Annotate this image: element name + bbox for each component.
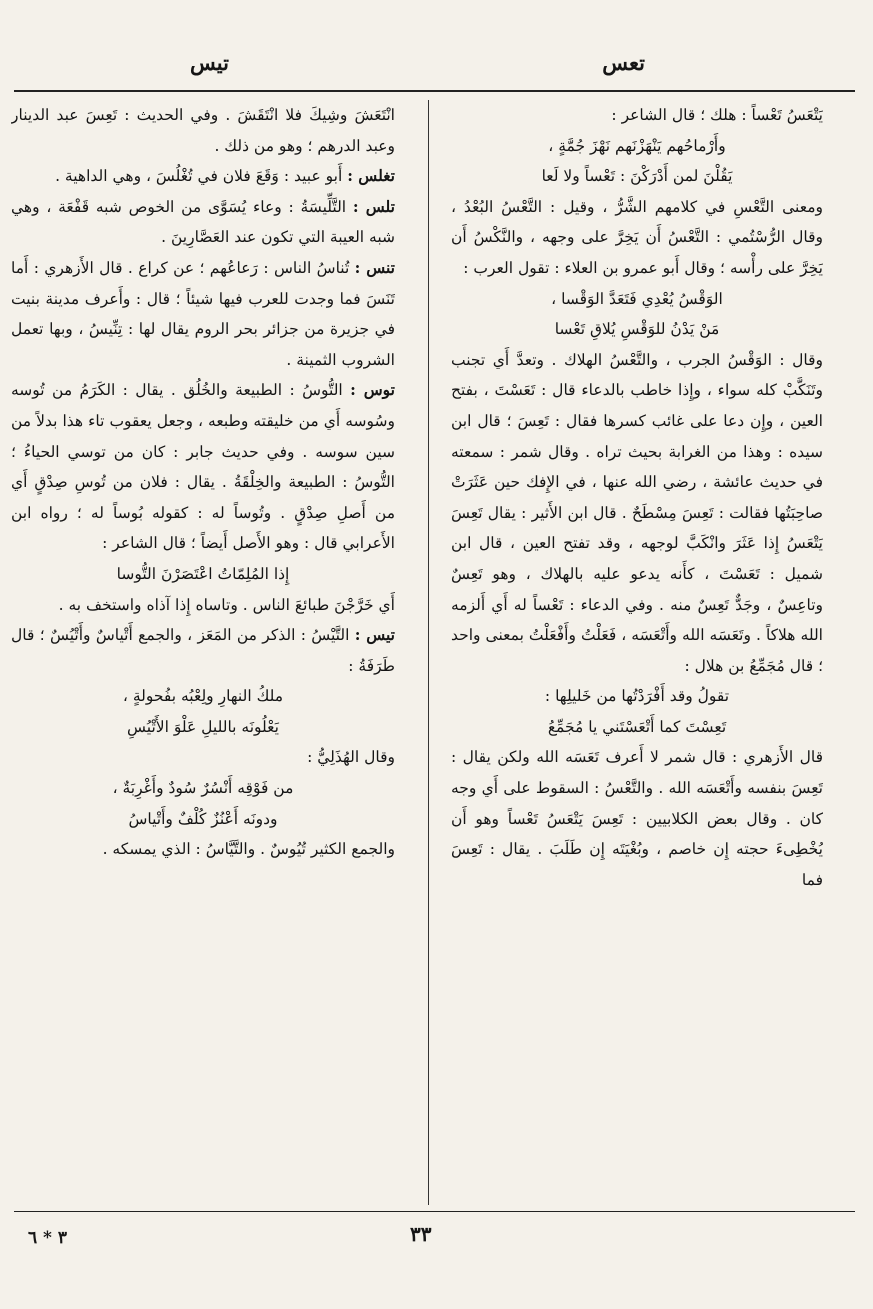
verse-line: يَقُلْنَ لمن أَدْرَكْنَ : تَعْساً ولا لَعا	[541, 167, 733, 186]
entry-headword: تيس :	[354, 625, 395, 645]
text-paragraph: وقال : الوَقْسُ الجرب ، والتَّعْسُ الهلاك . وتعدَّ أَي تجنب وتَنَكَّبْ كله سواء ، وإِذا خاطب بالدعاء قال : تَعَسْتَ ، بفتح العين ، وإِن دعا على غائب كسرها فقال : تَعِسَ ؛ قال ابن سيده : وهذا من الغرابة بحيث تراه . وقال شمر : سمعته في حديث عائشة ، رضي الله عنها ، في الإِفك حين عَثَرَتْ صاحِبَتُها فقالت : تَعِسَ مِسْطَحٌ . قال ابن الأَثير : يقال تَعِسَ يَتْعَسُ إِذا عَثَرَ وانْكَبَّ لوجهه ، وقد تفتح العين ، قال ابن شميل : تَعَسْتَ ، كأَنه يدعو عليه بالهلاك ، وهو تَعِسٌ وتاعِسٌ ، وجَدٌّ تَعِسٌ منه . وفي الدعاء : تَعْساً له أَي أَلزمه الله هلاكاً . وتَعَسَه الله وأَتْعَسَه ، فَعَلْتُ وأَفْعَلْتُ بمعنى واحد ؛ قال مُجَمِّعُ بن هلال :	[451, 350, 823, 675]
verse-line: من فَوْقِه أَنْسُرٌ سُودٌ وأَغْرِبَةٌ ،	[112, 779, 294, 798]
right-column	[451, 100, 823, 1203]
text-paragraph: ومعنى التَّعْسِ في كلامهم الشَّرُّ ، وقيل : التَّعْسُ البُعْدُ ، وقال الرُّسْتُمي : التَّعْسُ أَن يَخِرَّ على وجهه ، والنَّكْسُ أَن يَخِرَّ على رأْسه ؛ وقال أَبو عمرو بن العلاء : تقول العرب :	[451, 197, 823, 277]
header-title-left: تيس	[190, 50, 229, 75]
dictionary-entry	[11, 620, 395, 681]
verse-line: يَعْلُونَه بالليلِ عَلْوَ الأَتْيُسِ	[127, 717, 279, 736]
text-paragraph: أَي خَرَّجْنَ طبائعَ الناس . وتاساه إِذا آذاه واستخف به .	[58, 595, 395, 614]
entry-headword: تنس :	[354, 257, 395, 277]
text-paragraph: وقال الهُذَلِيُّ :	[307, 748, 395, 767]
top-rule	[14, 90, 855, 92]
verse-line: مَنْ يَدْنُ للوَقْسِ يُلاقِ تَعْسا	[554, 320, 720, 339]
entry-headword: تغلس :	[347, 166, 395, 186]
verse-line: تقولُ وقد أَفْرَدْتُها من خَليلِها :	[544, 687, 730, 706]
column-divider	[428, 100, 429, 1205]
verse-line: الوَقْسُ يُعْدِي فَتَعَدَّ الوَقْسا ،	[551, 289, 723, 308]
entry-headword: توس :	[350, 380, 395, 400]
bottom-rule	[14, 1211, 855, 1212]
dictionary-entry	[11, 161, 395, 192]
text-paragraph: قال الأَزهري : قال شمر لا أَعرف تَعَسَه الله ولكن يقال : تَعِسَ بنفسه وأَتْعَسَه الله . والتَّعْسُ : السقوط على أَي وجه كان . وقال بعض الكلابيين : تَعِسَ يَتْعَسُ تَعْساً وهو أَن يُخْطِىءَ حجته إِن خاصم ، وبُغْيَتَه إِن طَلَبَ . يقال : تَعِسَ فما	[451, 748, 823, 889]
text-paragraph: والجمع الكثير تُيُوسٌ . والتَّيَّاسُ : الذي يمسكه .	[102, 840, 395, 859]
entry-text: أَبو عبيد : وَقَعَ فلان في تُغْلُسَ ، وهي الداهية .	[55, 167, 348, 186]
dictionary-entry	[11, 375, 395, 559]
verse-line: وأَرْماحُهم يَنْهَزْنَهم نَهْزَ جُمَّةٍ ،	[548, 136, 726, 155]
text-paragraph: يَتْعَسُ تَعْساً : هلك ؛ قال الشاعر :	[611, 106, 823, 124]
verse-line: تَعِسْتَ كما أَتْعَسْتَني يا مُجَمِّعُ	[547, 717, 727, 736]
entry-text: التَّيْسُ : الذكر من المَعَز ، والجمع أَتْياسٌ وأَتْيُسٌ ؛ قال طَرَفَةُ :	[11, 626, 395, 675]
entry-text: تُناسُ الناس : رَعاعُهم ؛ عن كراع . قال الأَزهري : أَما تَنَسَ فما وجدت للعرب فيها شيئاً ؛ قال : وأَعرف مدينة بنيت في جزيرة من جزائر بحر الروم يقال لها : تِنِّيسُ ، وبها تعمل الشروب الثمينة .	[11, 258, 395, 369]
entry-text: التُّوسُ : الطبيعة والخُلُق . يقال : الكَرَمُ من تُوسه وسُوسه أَي من خليقته وطبعه ، وجعل يعقوب تاء هذا بدلاً من سين سوسه . وفي حديث جابر : كان من توسي الحياءُ ؛ التُّوسُ : الطبيعة والخِلْقَةُ . يقال : فلان من تُوسِ صِدْقٍ أَي من أَصلِ صِدْقٍ . وتُوساً له : كقوله بُوساً له ؛ رواه ابن الأَعرابي قال : وهو الأَصل أَيضاً ؛ قال الشاعر :	[11, 381, 395, 553]
entry-headword: تلس :	[352, 196, 395, 216]
text-paragraph: انْتَعَشَ وشِيكَ فلا انْتَقَشَ . وفي الحديث : تَعِسَ عبد الدينار وعبد الدرهم ؛ وهو من ذلك .	[11, 106, 395, 155]
page-number: ٣٣	[410, 1222, 432, 1246]
verse-line: إِذا المُلِمّاتُ اعْتَصَرْنَ التُّوسا	[116, 564, 290, 583]
signature-mark: ٣ * ٦	[28, 1228, 68, 1248]
verse-line: ملكُ النهارِ ولِعْبُه بفُحولةٍ ،	[122, 687, 284, 706]
entry-text: التَّلِّيسَةُ : وعاء يُسَوَّى من الخوص شبه قَفْعَة ، وهي شبه العيبة التي تكون عند العَصَّارِينَ .	[11, 197, 395, 247]
left-column	[11, 100, 395, 1203]
verse-line: ودونَه أَعْنُزٌ كُلْفٌ وأَتْياسُ	[128, 809, 278, 828]
dictionary-entry	[11, 192, 395, 253]
dictionary-entry	[11, 253, 395, 375]
header-title-right: تعس	[602, 50, 645, 75]
